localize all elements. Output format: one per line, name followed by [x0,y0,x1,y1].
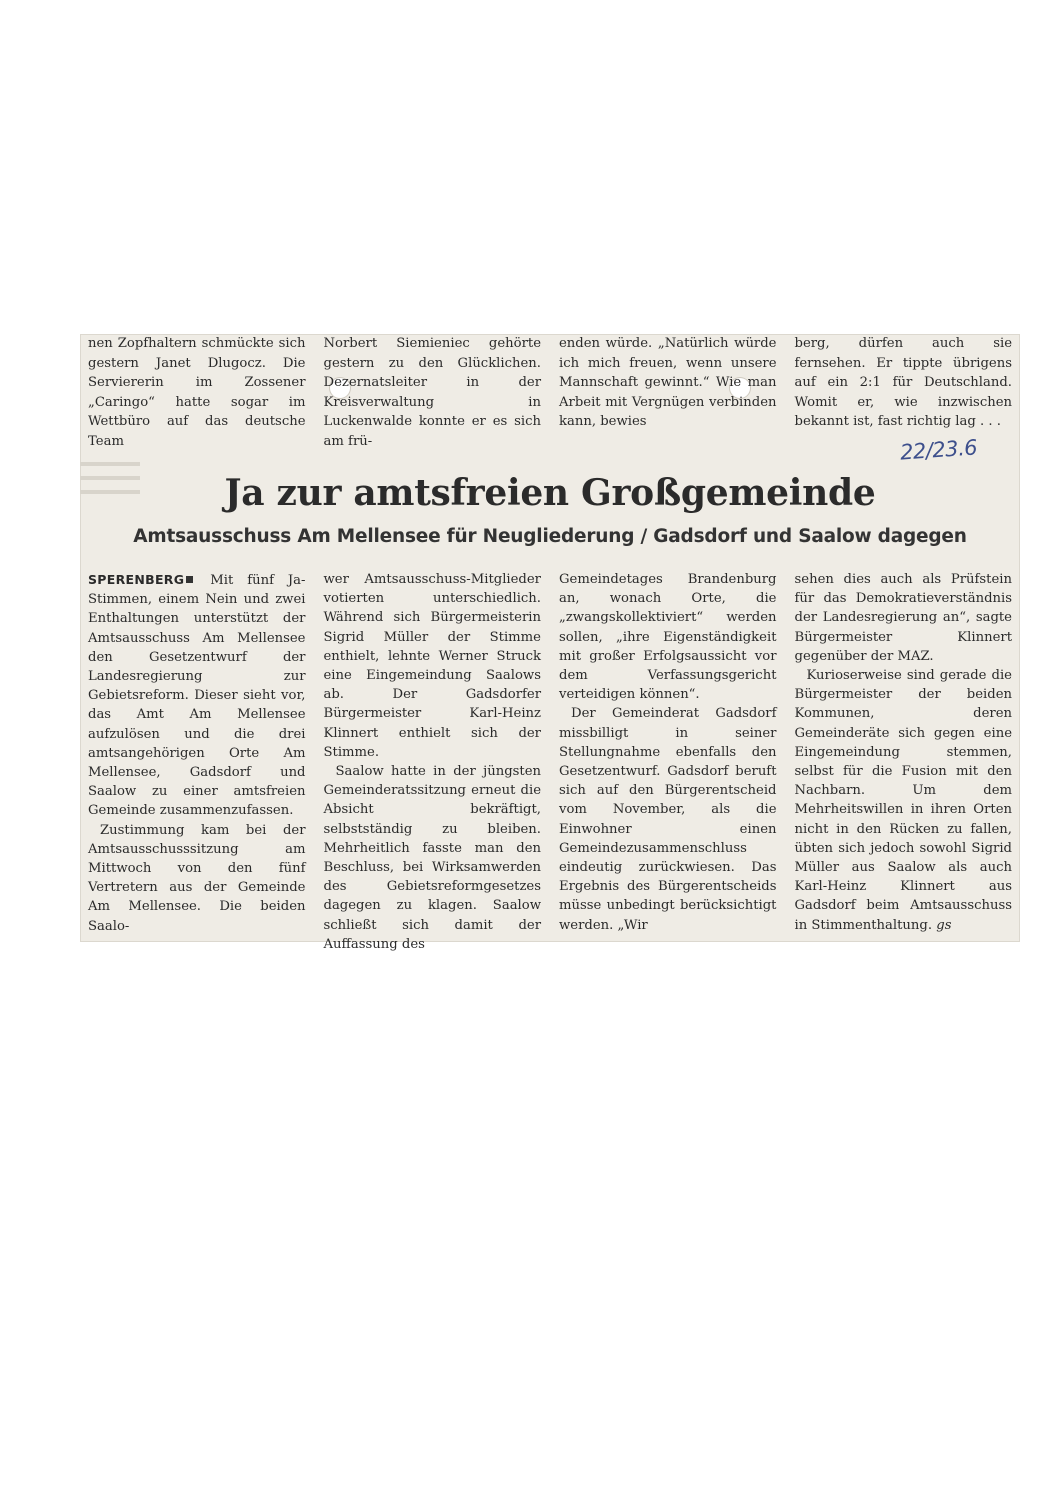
article-paragraph: Zustimmung kam bei der Amtsausschusssitzung am Mittwoch von den fünf Vertretern aus der Gemeinde Am Mellensee. Die beiden Saalo- [88,822,306,934]
newspaper-clipping [80,334,1020,952]
byline: gs [936,917,952,933]
article-paragraph: sehen dies auch als Prüfstein für das Demokratieverständnis der Landesregierung an“, sagte Bürgermeister Klinnert gegenüber der MAZ. [794,572,1012,664]
paragraph-text: Kurioserweise sind gerade die Bürgermeister der beiden Kommunen, deren Gemeinderäte sich gegen eine Eingemeindung stemmen, selbst für die Fusion mit den Nachbarn. Um dem Mehrheitswillen in ihren Orten nicht in den Rücken zu fallen, übten sich jedoch sowohl Sigrid Müller aus Saalow als auch Karl-Heinz Klinnert aus Gadsdorf beim Amtsausschuss in Stimmenthaltung. [794,668,1012,933]
article-paragraph [795,666,1013,935]
article-column-3 [559,570,777,932]
article-subheadline: Amtsausschuss Am Mellensee für Neugliederung / Gadsdorf und Saalow dagegen [133,526,967,547]
article-paragraph: Saalow hatte in der jüngsten Gemeinderatssitzung erneut die Absicht bekräftigt, selbstständig zu bleiben. Mehrheitlich fasste man den Beschluss, bei Wirksamwerden des Gebietsreformgesetzes dagegen zu klagen. Saalow schließt sich damit der Auffassung des [323,764,541,952]
article-paragraph [88,570,306,821]
article-column-2 [323,570,542,952]
article-column-1 [88,570,306,932]
article-headline: Ja zur amtsfreien Großgemeinde [224,472,876,514]
fragment-column-1: nen Zopfhaltern schmückte sich gestern Janet Dlugocz. Die Serviererin im Zossener „Caringo“ hatte sogar im Wettbüro auf das deutsche Team [88,336,306,449]
article-paragraph: Der Gemeinderat Gadsdorf missbilligt in seiner Stellungnahme ebenfalls den Gesetzentwurf. Gadsdorf beruft sich auf den Bürgerentscheid vom November, als die Einwohner einen Gemeindezusammenschluss eindeutig zurückwiesen. Das Ergebnis des Bürgerentscheids müsse unbedingt berücksichtigt werden. „Wir [559,706,777,933]
fragment-column-2: Norbert Siemieniec gehörte gestern zu den Glücklichen. Dezernatsleiter in der Kreisverwaltung in Luckenwalde konnte er es sich am frü- [323,336,541,449]
fragment-column-3: enden würde. „Natürlich würde ich mich freuen, wenn unsere Mannschaft gewinnt.“ Wie man Arbeit mit Vergnügen verbinden kann, bewies [559,336,777,429]
handwritten-date: 22/23.6 [899,435,978,465]
dateline-square-icon [186,576,193,583]
previous-article-fragment [88,334,1012,449]
dateline: SPERENBERG [88,572,185,587]
article-column-4 [795,570,1013,932]
article-paragraph: wer Amtsausschuss-Mitglieder votierten unterschiedlich. Während sich Bürgermeisterin Sigrid Müller der Stimme enthielt, lehnte Werner Struck eine Eingemeindung Saalows ab. Der Gadsdorfer Bürgermeister Karl-Heinz Klinnert enthielt sich der Stimme. [323,572,541,760]
article-paragraph: Gemeindetages Brandenburg an, wonach Orte, die „zwangskollektiviert“ werden sollen, „ihre Eigenständigkeit mit großer Erfolgsaussicht vor dem Verfassungsgericht verteidigen können“. [559,572,777,703]
article-body [88,570,1012,952]
paragraph-text: Mit fünf Ja-Stimmen, einem Nein und zwei Enthaltungen unterstützt der Amtsausschuss Am Mellensee den Gesetzentwurf der Landesregierung zur Gebietsreform. Dieser sieht vor, das Amt Am Mellensee aufzulösen und die drei amtsangehörigen Orte Am Mellensee, Gadsdorf und Saalow zu einer amtsfreien Gemeinde zusammenzufassen. [88,573,306,819]
fragment-column-4: berg, dürfen auch sie fernsehen. Er tippte übrigens auf ein 2:1 für Deutschland. Womit er, wie inzwischen bekannt ist, fast richtig lag . . . [794,336,1012,429]
